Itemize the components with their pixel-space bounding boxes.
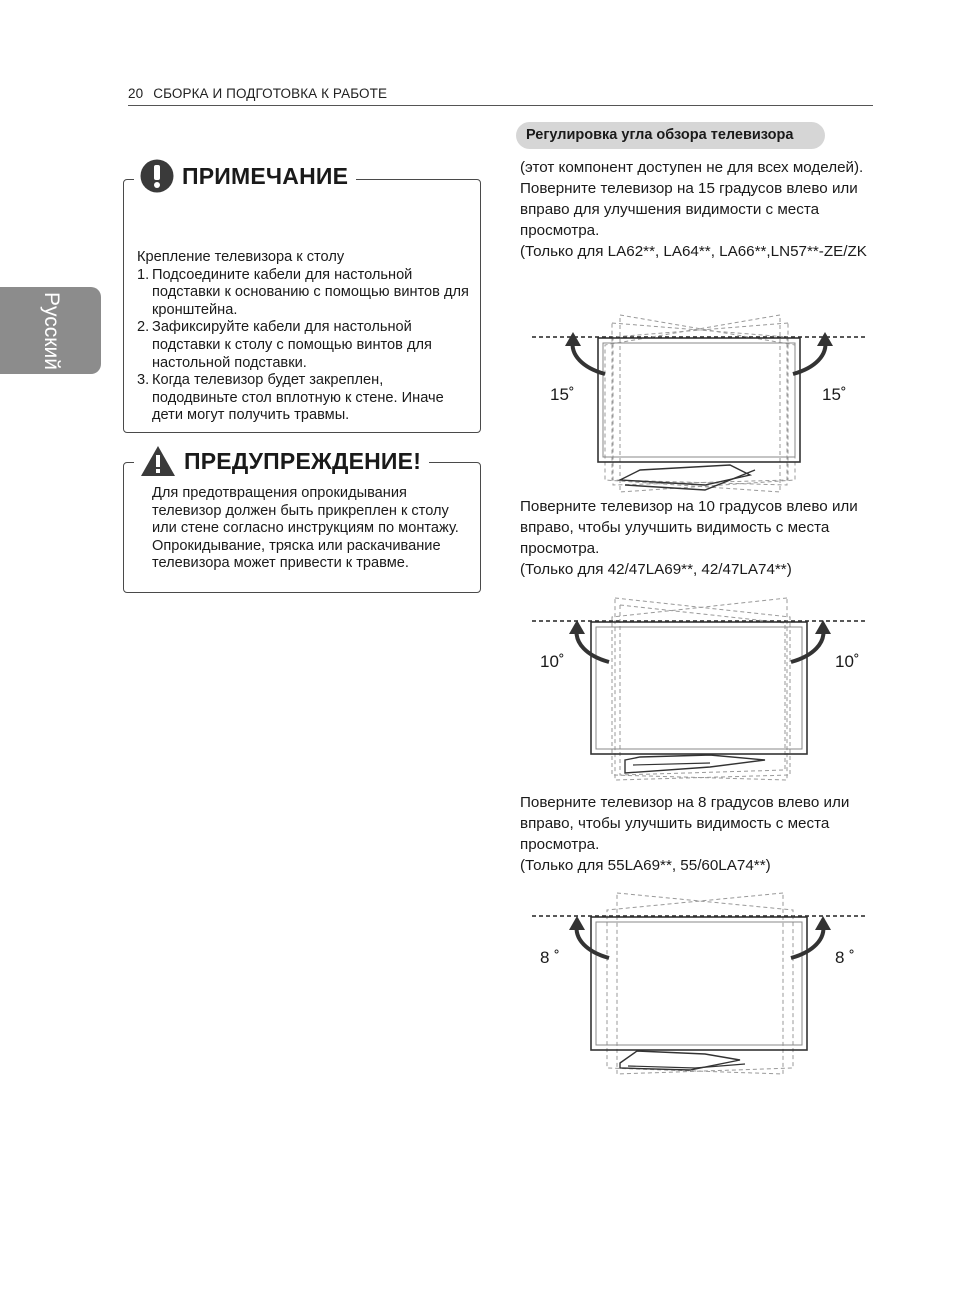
angle-right-label: 8 ˚ (835, 948, 855, 967)
note-intro: Крепление телевизора к столу (137, 249, 345, 265)
language-label: Русский (39, 291, 63, 370)
para-models: (Только для 55LA69**, 55/60LA74**) (520, 857, 771, 874)
list-item: 2. Зафиксируйте кабели для настольной подставки к столу с помощью винтов для настольной подставки. (137, 319, 432, 371)
warning-title: ПРЕДУПРЕЖДЕНИЕ! (184, 447, 422, 474)
note-box (123, 162, 481, 433)
curved-arrow-icon (569, 620, 585, 634)
swivel-intro (520, 157, 900, 262)
list-item: 3. Когда телевизор будет закреплен, пододвиньте стол вплотную к стене. Иначе дети могут получить травмы. (137, 372, 444, 424)
note-body (137, 249, 472, 425)
note-title-block (134, 154, 356, 198)
curved-arrow-icon (815, 620, 831, 634)
intro-models: (Только для LA62**, LA64**, LA66**,LN57**-ZE/ZK (520, 243, 867, 260)
para-text: Поверните телевизор на 8 градусов влево или вправо, чтобы улучшить видимость с места просмотра. (520, 794, 850, 853)
swivel-para-10 (520, 496, 900, 580)
curved-arrow-icon (815, 916, 831, 930)
intro-line: (этот компонент доступен не для всех моделей). (520, 159, 864, 176)
angle-left-label: 15˚ (550, 385, 575, 404)
warning-triangle-icon (140, 445, 176, 477)
angle-right-label: 10˚ (835, 652, 860, 671)
exclamation-circle-icon (140, 159, 174, 193)
para-text: Поверните телевизор на 10 градусов влево или вправо, чтобы улучшить видимость с места просмотра. (520, 498, 858, 557)
warning-box (123, 447, 481, 593)
swivel-diagram-10 (525, 595, 875, 785)
page-header (128, 86, 873, 106)
note-list (137, 267, 472, 425)
angle-left-label: 8 ˚ (540, 948, 560, 967)
swivel-diagram-15 (525, 310, 875, 495)
note-title: ПРИМЕЧАНИЕ (182, 162, 349, 189)
angle-left-label: 10˚ (540, 652, 565, 671)
intro-line: Поверните телевизор на 15 градусов влево или вправо для улучшения видимости с места просмотра. (520, 180, 858, 239)
swivel-para-8 (520, 792, 900, 876)
warning-text: Для предотвращения опрокидывания телевизор должен быть прикреплен к столу или стене согласно инструкциям по монтажу. Опрокидывание, тряска или раскачивание телевизора может привести к травме. (152, 485, 459, 572)
list-item: 1. Подсоедините кабели для настольной подставки к основанию с помощью винтов для кронштейна. (137, 266, 469, 318)
section-title: СБОРКА И ПОДГОТОВКА К РАБОТЕ (153, 86, 388, 101)
para-models: (Только для 42/47LA69**, 42/47LA74**) (520, 561, 792, 578)
curved-arrow-icon (565, 332, 581, 346)
curved-arrow-icon (569, 916, 585, 930)
angle-right-label: 15˚ (822, 385, 847, 404)
section-heading: Регулировка угла обзора телевизора (516, 122, 825, 149)
language-tab (0, 287, 101, 374)
curved-arrow-icon (817, 332, 833, 346)
swivel-diagram-8 (525, 888, 875, 1078)
warning-title-block (134, 443, 429, 479)
page-number: 20 (128, 86, 144, 101)
